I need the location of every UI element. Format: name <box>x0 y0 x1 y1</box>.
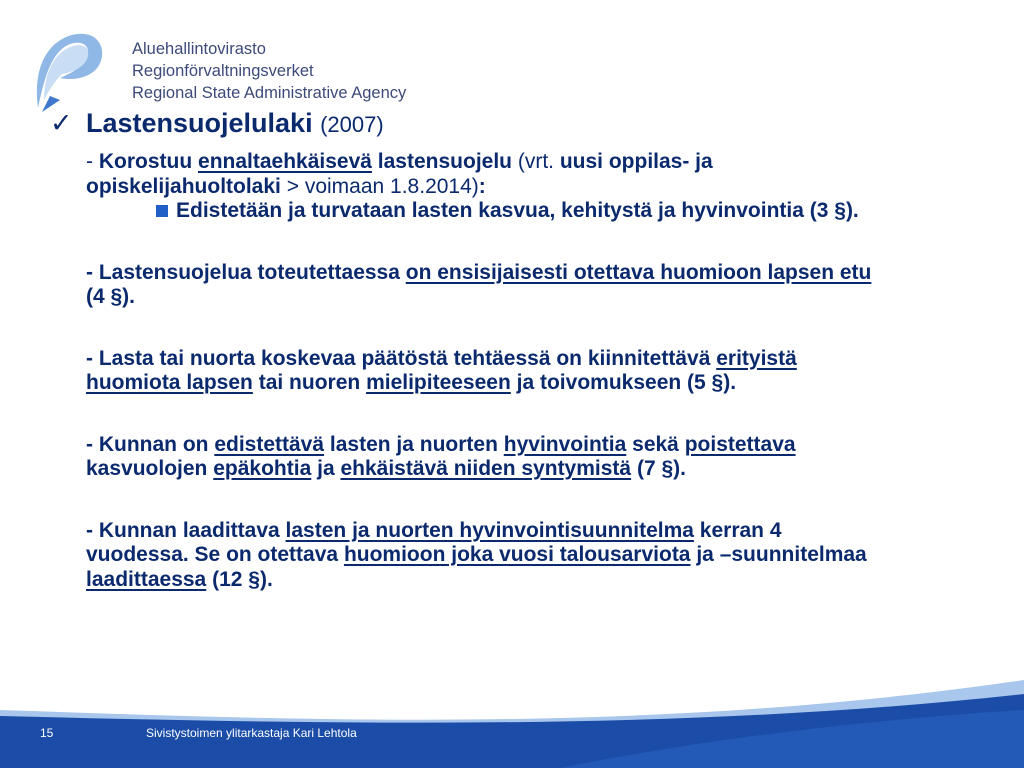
title-text: Lastensuojelulaki <box>86 108 313 138</box>
text: (4 §). <box>86 285 136 308</box>
dash: - <box>86 150 93 173</box>
organization-name <box>132 38 406 104</box>
text: ja <box>317 457 335 480</box>
text: : <box>478 174 486 198</box>
text: lastensuojelu <box>377 150 512 173</box>
text: - Kunnan laadittava <box>86 518 280 542</box>
text: (7 §). <box>636 457 686 480</box>
sub-bullet-1 <box>86 199 876 224</box>
agency-logo <box>30 30 110 115</box>
text: ja –suunnitelmaa <box>696 543 867 566</box>
text: > voimaan 1.8.2014) <box>286 174 479 198</box>
text: kerran 4 vuodessa. Se on otettava <box>86 518 782 566</box>
text-underlined: huomioon joka vuosi talousarviota <box>343 543 691 566</box>
text: lasten ja nuorten <box>329 432 498 456</box>
text: tai nuoren <box>258 371 361 394</box>
text-underlined: hyvinvointia <box>503 432 627 456</box>
paragraph-5 <box>86 519 876 593</box>
text-underlined: on ensisijaisesti otettava huomioon lapsen etu <box>405 260 872 284</box>
text-underlined: epäkohtia <box>213 457 312 480</box>
text: - Kunnan on <box>86 432 209 456</box>
text: ja toivomukseen (5 §). <box>516 371 737 394</box>
org-line-en: Regional State Administrative Agency <box>132 84 407 102</box>
text-underlined: mielipiteeseen <box>366 371 511 394</box>
text-underlined: ennaltaehkäisevä <box>198 150 372 173</box>
org-line-fi: Aluehallintovirasto <box>132 40 266 58</box>
text-underlined: ehkäistävä niiden syntymistä <box>340 457 632 480</box>
text: - Lastensuojelua toteutettaessa <box>86 260 400 284</box>
text: sekä <box>632 432 679 456</box>
footer-wave <box>0 680 1024 768</box>
square-bullet-icon <box>156 205 168 217</box>
text: Edistetään ja turvataan lasten kasvua, kehitystä ja hyvinvointia (3 §). <box>176 199 859 222</box>
slide-title <box>50 108 384 139</box>
text-underlined: poistettava <box>684 432 796 456</box>
org-line-sv: Regionförvaltningsverket <box>132 62 314 80</box>
text: - Lasta tai nuorta koskevaa päätöstä tehtäessä on kiinnitettävä <box>86 346 711 370</box>
slide-content <box>86 150 876 592</box>
checkmark-icon: ✓ <box>50 108 73 138</box>
title-year: (2007) <box>320 112 384 137</box>
footer-author: Sivistystoimen ylitarkastaja Kari Lehtola <box>146 726 357 740</box>
text-underlined: lasten ja nuorten hyvinvointisuunnitelma <box>285 518 694 542</box>
text: (vrt. <box>517 150 554 173</box>
paragraph-4 <box>86 433 876 482</box>
text-underlined: laadittaessa <box>86 567 207 591</box>
paragraph-2 <box>86 261 876 310</box>
text: Korostuu <box>98 150 193 173</box>
text: (12 §). <box>212 567 273 591</box>
paragraph-3 <box>86 347 876 396</box>
text-underlined: huomiota lapsen <box>86 371 253 394</box>
text: uusi oppilas- ja opiskelijahuoltolaki <box>86 150 713 198</box>
bullet-1 <box>86 150 876 199</box>
text: kasvuolojen <box>86 457 208 480</box>
text-underlined: erityistä <box>716 346 797 370</box>
text-underlined: edistettävä <box>214 432 325 456</box>
page-number: 15 <box>40 726 54 740</box>
